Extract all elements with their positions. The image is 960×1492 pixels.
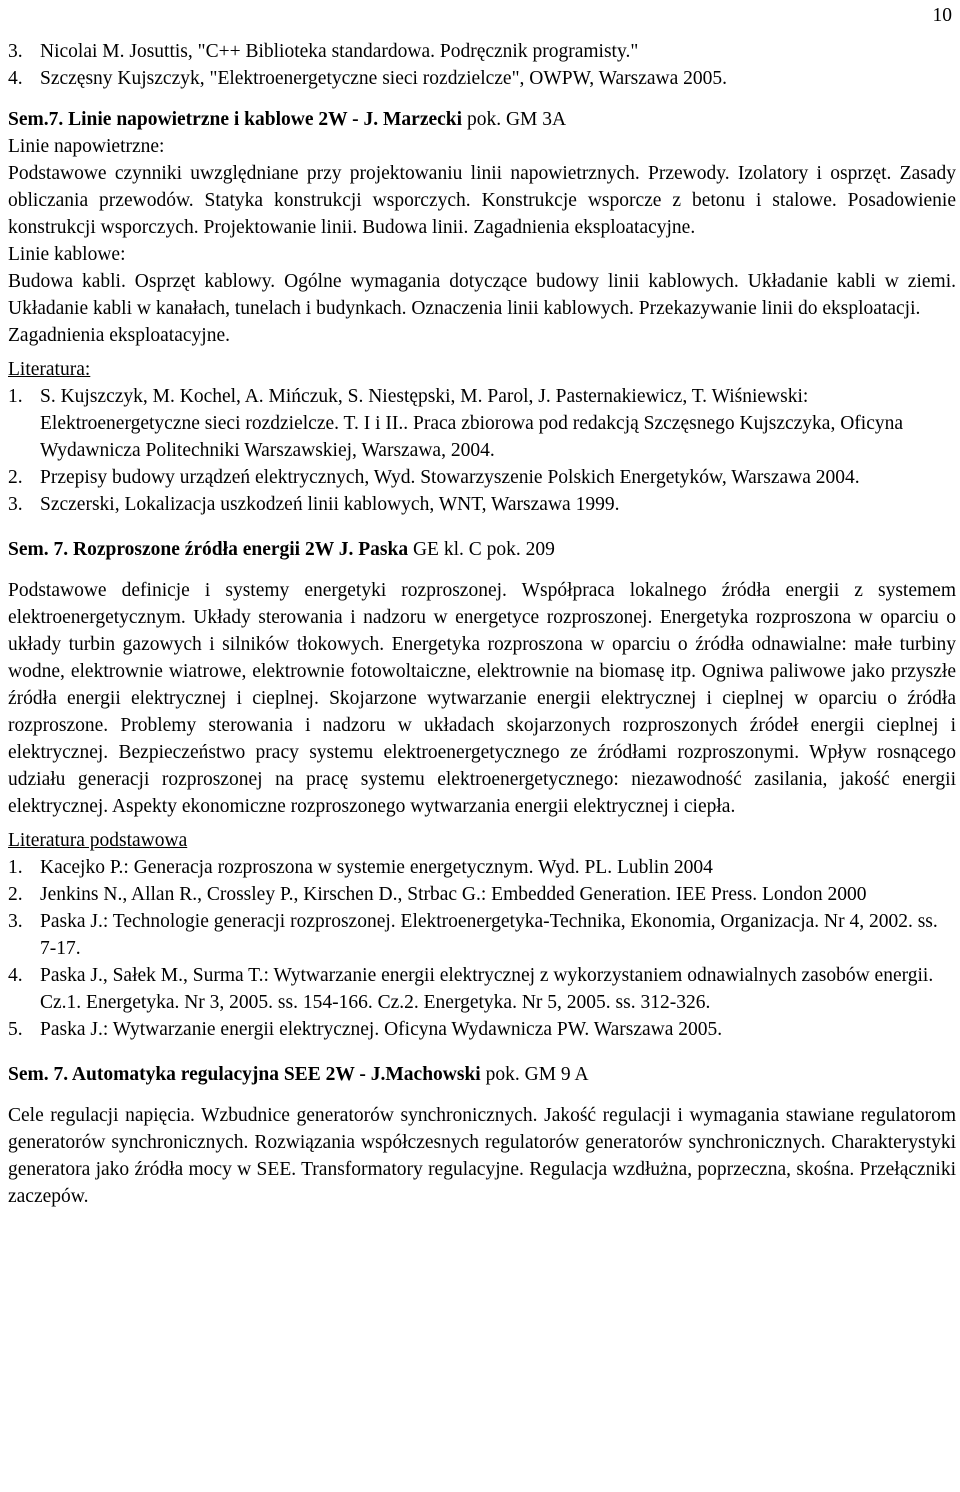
list-item: 1. Kacejko P.: Generacja rozproszona w systemie energetycznym. Wyd. PL. Lublin 2004 xyxy=(8,857,713,878)
section-heading-overhead-cable: Sem.7. Linie napowietrzne i kablowe 2W - J. Marzecki pok. GM 3A xyxy=(8,109,567,130)
literature-basic-list xyxy=(8,854,956,1043)
list-item: 4. Szczęsny Kujszczyk, "Elektroenergetyczne sieci rozdzielcze", OWPW, Warszawa 2005. xyxy=(8,68,728,89)
list-item: 2. Przepisy budowy urządzeń elektrycznych, Wyd. Stowarzyszenie Polskich Energetyków, Warszawa 2004. xyxy=(8,467,860,488)
cable-description-continued: Zagadnienia eksploatacyjne. xyxy=(8,325,230,346)
automation-description: Cele regulacji napięcia. Wzbudnice generatorów synchronicznych. Jakość regulacji i wymagania stawiane regulatorom generatorów synchronicznych. Rozwiązania współczesnych regulatorów generatorów synchronicznych. Charakterystyki generatora jako źródła mocy w SEE. Transformatory regulacyjne. Regulacja wzdłużna, poprzeczna, skośna. Przełączniki zaczepów. xyxy=(8,1105,956,1207)
section-heading-automation: Sem. 7. Automatyka regulacyjna SEE 2W - J.Machowski pok. GM 9 A xyxy=(8,1064,589,1085)
list-item: 4. Paska J., Sałek M., Surma T.: Wytwarzanie energii elektrycznej z wykorzystaniem odnawialnych zasobów energii. Cz.1. Energetyka. Nr 3, 2005. ss. 154-166. Cz.2. Energetyka. Nr 5, 2005. ss. 312-326. xyxy=(8,965,934,1013)
document-body xyxy=(8,38,956,1210)
literature-basic-label: Literatura podstawowa xyxy=(8,830,188,851)
list-item: 3. Szczerski, Lokalizacja uszkodzeń linii kablowych, WNT, Warszawa 1999. xyxy=(8,494,620,515)
literature-list xyxy=(8,383,956,518)
literature-label: Literatura: xyxy=(8,359,91,380)
cable-label: Linie kablowe: xyxy=(8,244,126,265)
list-item: 2. Jenkins N., Allan R., Crossley P., Kirschen D., Strbac G.: Embedded Generation. IEE Press. London 2000 xyxy=(8,884,867,905)
list-item: 5. Paska J.: Wytwarzanie energii elektrycznej. Oficyna Wydawnicza PW. Warszawa 2005. xyxy=(8,1019,723,1040)
top-references-list xyxy=(8,38,956,92)
overhead-label: Linie napowietrzne: xyxy=(8,136,165,157)
distributed-energy-description: Podstawowe definicje i systemy energetyki rozproszonej. Współpraca lokalnego źródła energii z systemem elektroenergetycznym. Układy sterowania i nadzoru w energetyce rozproszonej. Energetyka rozproszona w oparciu o układy turbin gazowych i silników tłokowych. Energetyka rozproszona w oparciu o źródła odnawialne: małe turbiny wodne, elektrownie wiatrowe, elektrownie fotowoltaiczne, elektrownie na biomasę itp. Ogniwa paliwowe jako przyszłe źródła energii elektrycznej i cieplnej. Skojarzone wytwarzanie energii elektrycznej i cieplnej w oparciu o źródła rozproszone. Problemy sterowania i nadzoru w układach skojarzonych rozproszonych źródeł energii cieplnej i elektrycznej. Bezpieczeństwo pracy systemu elektroenergetycznego ze źródłami rozproszonymi. Wpływ rosnącego udziału generacji rozproszonej na pracę systemu elektroenergetycznego: niezawodność zasilania, jakość energii elektrycznej. Aspekty ekonomiczne rozproszonego wytwarzania energii elektrycznej i ciepła. xyxy=(8,580,956,817)
section-heading-distributed-energy: Sem. 7. Rozproszone źródła energii 2W J. Paska GE kl. C pok. 209 xyxy=(8,539,555,560)
list-item: 3. Paska J.: Technologie generacji rozproszonej. Elektroenergetyka-Technika, Ekonomia, Organizacja. Nr 4, 2002. ss. 7-17. xyxy=(8,911,938,959)
page-number: 10 xyxy=(932,5,952,26)
list-item: 3. Nicolai M. Josuttis, "C++ Biblioteka standardowa. Podręcznik programisty." xyxy=(8,41,639,62)
overhead-description: Podstawowe czynniki uwzględniane przy projektowaniu linii napowietrznych. Przewody. Izolatory i osprzęt. Zasady obliczania przewodów. Statyka konstrukcji wsporczych. Konstrukcje wsporcze z betonu i stalowe. Posadowienie konstrukcji wsporczych. Projektowanie linii. Budowa linii. Zagadnienia eksploatacyjne. xyxy=(8,163,956,238)
list-item: 1. S. Kujszczyk, M. Kochel, A. Mińczuk, S. Niestępski, M. Parol, J. Pasternakiewicz, T. Wiśniewski: Elektroenergetyczne sieci rozdzielcze. T. I i II.. Praca zbiorowa pod redakcją Szczęsnego Kujszczyka, Oficyna Wydawnicza Politechniki Warszawskiej, Warszawa, 2004. xyxy=(8,386,903,461)
cable-description: Budowa kabli. Osprzęt kablowy. Ogólne wymagania dotyczące budowy linii kablowych. Układanie kabli w ziemi. Układanie kabli w kanałach, tunelach i budynkach. Oznaczenia linii kablowych. Przekazywanie linii do eksploatacji. xyxy=(8,271,956,319)
